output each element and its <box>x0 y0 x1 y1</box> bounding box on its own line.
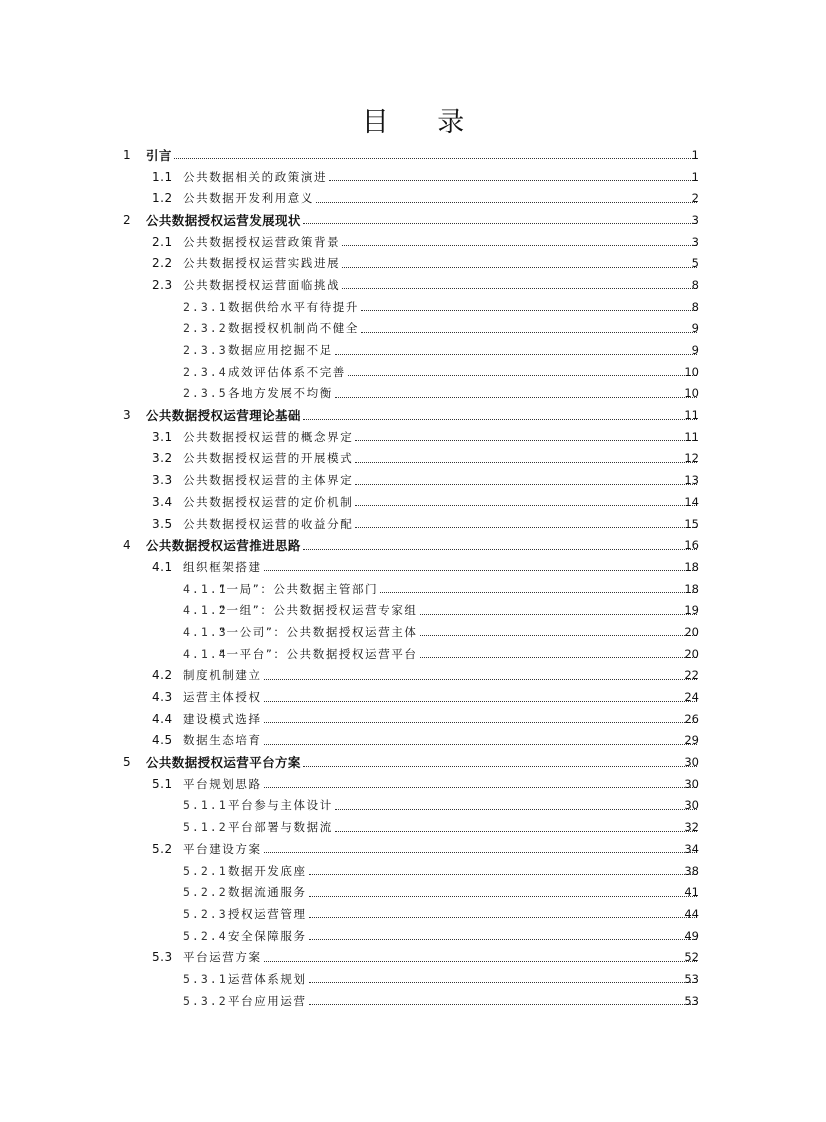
toc-entry-number: 5 <box>123 755 131 770</box>
toc-entry-title: 公共数据授权运营的定价机制 <box>183 494 354 509</box>
toc-entry-title: 授权运营管理 <box>228 906 307 921</box>
toc-leader-dots <box>309 982 697 983</box>
toc-entry-number: 4.1.1 <box>183 581 228 596</box>
toc-leader-dots <box>264 570 697 571</box>
toc-leader-dots <box>264 852 697 853</box>
toc-entry[interactable] <box>0 925 826 947</box>
toc-entry-page: 30 <box>684 755 699 770</box>
toc-entry-page: 53 <box>684 971 699 986</box>
toc-entry-title: 数据流通服务 <box>228 885 307 900</box>
toc-entry-page: 26 <box>684 711 699 726</box>
toc-leader-dots <box>420 657 697 658</box>
toc-entry[interactable] <box>0 231 826 253</box>
toc-entry-page: 34 <box>684 841 699 856</box>
toc-entry-title: 公共数据授权运营政策背景 <box>183 234 341 249</box>
toc-entry-body <box>228 385 699 401</box>
toc-entry-page: 44 <box>684 906 699 921</box>
toc-entry-body <box>228 928 699 944</box>
toc-leader-dots <box>264 679 697 680</box>
toc-entry-number: 5.2.3 <box>183 906 228 921</box>
toc-entry[interactable] <box>0 448 826 470</box>
toc-entry-title: 数据供给水平有待提升 <box>228 299 359 314</box>
toc-entry-page: 16 <box>684 538 699 553</box>
toc-entry-body <box>183 689 699 705</box>
toc-entry-number: 5.1 <box>152 776 173 791</box>
toc-entry[interactable] <box>0 599 826 621</box>
toc-entry[interactable] <box>0 187 826 209</box>
toc-entry-title: 公共数据授权运营平台方案 <box>146 755 301 771</box>
toc-leader-dots <box>264 722 697 723</box>
toc-entry-body <box>183 169 699 185</box>
toc-entry[interactable] <box>0 296 826 318</box>
toc-entry-title: 数据生态培育 <box>183 733 262 748</box>
toc-entry-number: 3.1 <box>152 429 173 444</box>
toc-entry-number: 4.3 <box>152 690 173 705</box>
toc-entry[interactable] <box>0 339 826 361</box>
toc-entry-number: 4.1.3 <box>183 624 228 639</box>
toc-entry-page: 19 <box>684 603 699 618</box>
toc-entry-body <box>228 364 699 380</box>
toc-entry-body <box>228 797 699 813</box>
toc-entry[interactable] <box>0 903 826 925</box>
toc-entry-body <box>183 516 699 532</box>
toc-entry-title: 建设模式选择 <box>183 711 262 726</box>
toc-entry-body <box>183 732 699 748</box>
toc-entry-number: 5.2 <box>152 841 173 856</box>
toc-leader-dots <box>355 440 697 441</box>
toc-entry-page: 41 <box>684 885 699 900</box>
toc-entry[interactable] <box>0 686 826 708</box>
toc-entry-body <box>183 667 699 683</box>
toc-entry[interactable] <box>0 816 826 838</box>
toc-entry[interactable] <box>0 534 826 556</box>
page-title: 目 录 <box>361 107 485 138</box>
toc-entry-body <box>183 190 699 206</box>
toc-entry-body <box>146 406 699 424</box>
toc-leader-dots <box>380 592 697 593</box>
toc-entry[interactable] <box>0 795 826 817</box>
toc-entry-title: 平台运营方案 <box>183 950 262 965</box>
toc-entry-body <box>183 277 699 293</box>
toc-entry-number: 4.1.4 <box>183 646 228 661</box>
toc-entry[interactable] <box>0 318 826 340</box>
toc-entry-number: 2 <box>123 212 131 227</box>
toc-entry-page: 13 <box>684 473 699 488</box>
toc-entry-number: 4 <box>123 538 131 553</box>
toc-entry-title: 公共数据相关的政策演进 <box>183 169 328 184</box>
toc-leader-dots <box>348 375 697 376</box>
toc-leader-dots <box>309 1004 697 1005</box>
toc-entry-title: 数据授权机制尚不健全 <box>228 321 359 336</box>
toc-entry-number: 5.3.1 <box>183 971 228 986</box>
toc-entry-body <box>183 255 699 271</box>
toc-entry-page: 1 <box>691 147 699 162</box>
toc-entry-number: 2.3.2 <box>183 321 228 336</box>
toc-entry-body <box>228 819 699 835</box>
toc-entry-number: 4.4 <box>152 711 173 726</box>
toc-entry-page: 29 <box>684 733 699 748</box>
toc-leader-dots <box>303 223 697 224</box>
toc-leader-dots <box>174 158 697 159</box>
toc-entry-page: 49 <box>684 928 699 943</box>
toc-entry-body <box>183 472 699 488</box>
toc-entry-title: 引言 <box>146 147 172 163</box>
toc-entry-body <box>183 776 699 792</box>
toc-entry-number: 5.3.2 <box>183 993 228 1008</box>
toc-entry-page: 8 <box>691 299 699 314</box>
toc-entry-page: 3 <box>691 212 699 227</box>
toc-leader-dots <box>264 701 697 702</box>
toc-entry[interactable] <box>0 556 826 578</box>
toc-entry-page: 10 <box>684 364 699 379</box>
toc-entry-body <box>228 993 699 1009</box>
toc-entry-title: 公共数据授权运营理论基础 <box>146 408 301 424</box>
toc-leader-dots <box>355 462 697 463</box>
toc-entry-body <box>183 429 699 445</box>
toc-leader-dots <box>303 549 697 550</box>
toc-entry-page: 10 <box>684 386 699 401</box>
toc-entry-title: 运营主体授权 <box>183 690 262 705</box>
toc-entry-body <box>228 299 699 315</box>
toc-entry-page: 24 <box>684 690 699 705</box>
toc-leader-dots <box>335 809 697 810</box>
toc-leader-dots <box>335 354 697 355</box>
toc-entry[interactable] <box>0 665 826 687</box>
toc-entry-body <box>228 971 699 987</box>
toc-leader-dots <box>264 961 697 962</box>
toc-leader-dots <box>309 939 697 940</box>
toc-entry-page: 5 <box>691 256 699 271</box>
toc-entry-number: 1 <box>123 147 131 162</box>
toc-leader-dots <box>342 267 697 268</box>
toc-entry-number: 3.4 <box>152 494 173 509</box>
toc-entry-body <box>219 602 699 618</box>
toc-entry-body <box>219 581 699 597</box>
toc-entry-title: 平台建设方案 <box>183 841 262 856</box>
toc-entry-body <box>146 146 699 164</box>
toc-leader-dots <box>309 874 697 875</box>
toc-entry-title: 运营体系规划 <box>228 971 307 986</box>
toc-leader-dots <box>355 505 697 506</box>
toc-entry[interactable] <box>0 144 826 166</box>
toc-entry-number: 2.3.5 <box>183 386 228 401</box>
toc-leader-dots <box>361 332 697 333</box>
toc-entry[interactable] <box>0 838 826 860</box>
toc-entry-body <box>228 863 699 879</box>
toc-entry-title: 公共数据授权运营的概念界定 <box>183 429 354 444</box>
toc-leader-dots <box>420 614 697 615</box>
toc-leader-dots <box>361 310 697 311</box>
toc-entry-page: 2 <box>691 191 699 206</box>
toc-entry-body <box>228 342 699 358</box>
toc-entry-page: 53 <box>684 993 699 1008</box>
toc-leader-dots <box>303 766 697 767</box>
toc-entry-title: “一组”：公共数据授权运营专家组 <box>219 603 418 618</box>
toc-leader-dots <box>420 635 697 636</box>
toc-entry-number: 4.2 <box>152 668 173 683</box>
toc-entry[interactable] <box>0 513 826 535</box>
toc-entry[interactable] <box>0 990 826 1012</box>
toc-entry-title: 制度机制建立 <box>183 668 262 683</box>
toc-entry[interactable] <box>0 968 826 990</box>
toc-entry-number: 5.2.2 <box>183 885 228 900</box>
toc-entry-title: 公共数据授权运营面临挑战 <box>183 277 341 292</box>
toc-entry[interactable] <box>0 578 826 600</box>
toc-entry-title: 平台部署与数据流 <box>228 820 333 835</box>
toc-entry-number: 2.3.4 <box>183 364 228 379</box>
toc-leader-dots <box>335 831 697 832</box>
toc-entry-title: 各地方发展不均衡 <box>228 386 333 401</box>
toc-entry-page: 32 <box>684 820 699 835</box>
toc-entry-title: 公共数据授权运营发展现状 <box>146 212 301 228</box>
toc-entry-page: 38 <box>684 863 699 878</box>
toc-entry-number: 5.1.2 <box>183 820 228 835</box>
toc-entry-body <box>183 841 699 857</box>
toc-entry-page: 18 <box>684 581 699 596</box>
toc-leader-dots <box>355 484 697 485</box>
toc-entry-page: 20 <box>684 624 699 639</box>
toc-entry-number: 4.5 <box>152 733 173 748</box>
toc-entry[interactable] <box>0 166 826 188</box>
toc-entry[interactable] <box>0 426 826 448</box>
toc-leader-dots <box>329 180 697 181</box>
toc-entry[interactable] <box>0 860 826 882</box>
toc-entry-title: 平台规划思路 <box>183 776 262 791</box>
toc-entry[interactable] <box>0 274 826 296</box>
toc-entry-page: 1 <box>691 169 699 184</box>
toc-entry[interactable] <box>0 751 826 773</box>
toc-leader-dots <box>264 744 697 745</box>
toc-entry-number: 2.2 <box>152 256 173 271</box>
toc-entry-number: 2.3 <box>152 277 173 292</box>
toc-entry-number: 2.3.3 <box>183 343 228 358</box>
toc-entry-title: “一公司”：公共数据授权运营主体 <box>219 624 418 639</box>
toc-leader-dots <box>355 527 697 528</box>
table-of-contents <box>0 144 826 1012</box>
toc-entry-body <box>219 624 699 640</box>
toc-entry-number: 5.3 <box>152 950 173 965</box>
toc-entry[interactable] <box>0 491 826 513</box>
toc-entry-title: “一平台”：公共数据授权运营平台 <box>219 646 418 661</box>
toc-entry[interactable] <box>0 730 826 752</box>
toc-entry-body <box>146 753 699 771</box>
toc-entry-number: 4.1.2 <box>183 603 228 618</box>
toc-entry-page: 12 <box>684 451 699 466</box>
toc-entry-body <box>219 646 699 662</box>
toc-leader-dots <box>335 397 697 398</box>
toc-entry-page: 11 <box>684 408 699 423</box>
toc-leader-dots <box>342 288 697 289</box>
toc-entry-number: 3.5 <box>152 516 173 531</box>
toc-entry-body <box>183 711 699 727</box>
toc-entry-body <box>183 559 699 575</box>
toc-entry-page: 15 <box>684 516 699 531</box>
toc-entry-body <box>228 884 699 900</box>
toc-entry-body <box>183 450 699 466</box>
toc-entry-title: 成效评估体系不完善 <box>228 364 346 379</box>
toc-entry-number: 3.3 <box>152 473 173 488</box>
toc-entry-title: 公共数据开发利用意义 <box>183 191 314 206</box>
toc-entry-body <box>228 320 699 336</box>
toc-entry-page: 18 <box>684 559 699 574</box>
toc-entry[interactable] <box>0 383 826 405</box>
toc-entry-body <box>183 949 699 965</box>
toc-entry-title: 数据应用挖掘不足 <box>228 343 333 358</box>
toc-entry-title: 公共数据授权运营的主体界定 <box>183 473 354 488</box>
toc-entry-number: 2.1 <box>152 234 173 249</box>
toc-entry[interactable] <box>0 404 826 426</box>
toc-leader-dots <box>309 896 697 897</box>
toc-entry[interactable] <box>0 621 826 643</box>
toc-entry[interactable] <box>0 469 826 491</box>
toc-entry-page: 14 <box>684 494 699 509</box>
toc-entry[interactable] <box>0 252 826 274</box>
toc-entry-body <box>183 494 699 510</box>
toc-entry-page: 52 <box>684 950 699 965</box>
toc-leader-dots <box>309 917 697 918</box>
toc-leader-dots <box>264 787 697 788</box>
toc-entry-title: 平台参与主体设计 <box>228 798 333 813</box>
toc-entry[interactable] <box>0 881 826 903</box>
toc-entry-number: 3 <box>123 408 131 423</box>
toc-entry-page: 22 <box>684 668 699 683</box>
toc-entry-number: 5.2.4 <box>183 928 228 943</box>
toc-entry-number: 5.1.1 <box>183 798 228 813</box>
toc-entry-title: 平台应用运营 <box>228 993 307 1008</box>
toc-entry-title: 数据开发底座 <box>228 863 307 878</box>
toc-entry-page: 11 <box>684 429 699 444</box>
toc-entry-body <box>146 536 699 554</box>
toc-entry-title: 组织框架搭建 <box>183 559 262 574</box>
toc-entry-title: 公共数据授权运营实践进展 <box>183 256 341 271</box>
toc-entry-page: 8 <box>691 277 699 292</box>
toc-entry[interactable] <box>0 773 826 795</box>
toc-leader-dots <box>316 202 697 203</box>
toc-entry-page: 9 <box>691 321 699 336</box>
toc-entry-number: 5.2.1 <box>183 863 228 878</box>
toc-entry-body <box>146 211 699 229</box>
toc-leader-dots <box>303 419 697 420</box>
toc-entry-page: 9 <box>691 343 699 358</box>
toc-entry-title: 安全保障服务 <box>228 928 307 943</box>
toc-entry[interactable] <box>0 361 826 383</box>
toc-entry-number: 2.3.1 <box>183 299 228 314</box>
toc-entry[interactable] <box>0 209 826 231</box>
toc-entry-number: 3.2 <box>152 451 173 466</box>
toc-entry-number: 4.1 <box>152 559 173 574</box>
toc-entry-number: 1.1 <box>152 169 173 184</box>
toc-entry-body <box>183 234 699 250</box>
toc-entry-title: 公共数据授权运营的收益分配 <box>183 516 354 531</box>
toc-entry-body <box>228 906 699 922</box>
toc-entry[interactable] <box>0 708 826 730</box>
toc-entry-page: 30 <box>684 776 699 791</box>
toc-entry-title: 公共数据授权运营的开展模式 <box>183 451 354 466</box>
toc-leader-dots <box>342 245 697 246</box>
toc-entry-title: 公共数据授权运营推进思路 <box>146 538 301 554</box>
toc-entry-page: 30 <box>684 798 699 813</box>
toc-entry-page: 20 <box>684 646 699 661</box>
toc-entry-title: “一局”：公共数据主管部门 <box>219 581 379 596</box>
toc-entry-page: 3 <box>691 234 699 249</box>
toc-entry[interactable] <box>0 643 826 665</box>
toc-entry-number: 1.2 <box>152 191 173 206</box>
toc-entry[interactable] <box>0 946 826 968</box>
